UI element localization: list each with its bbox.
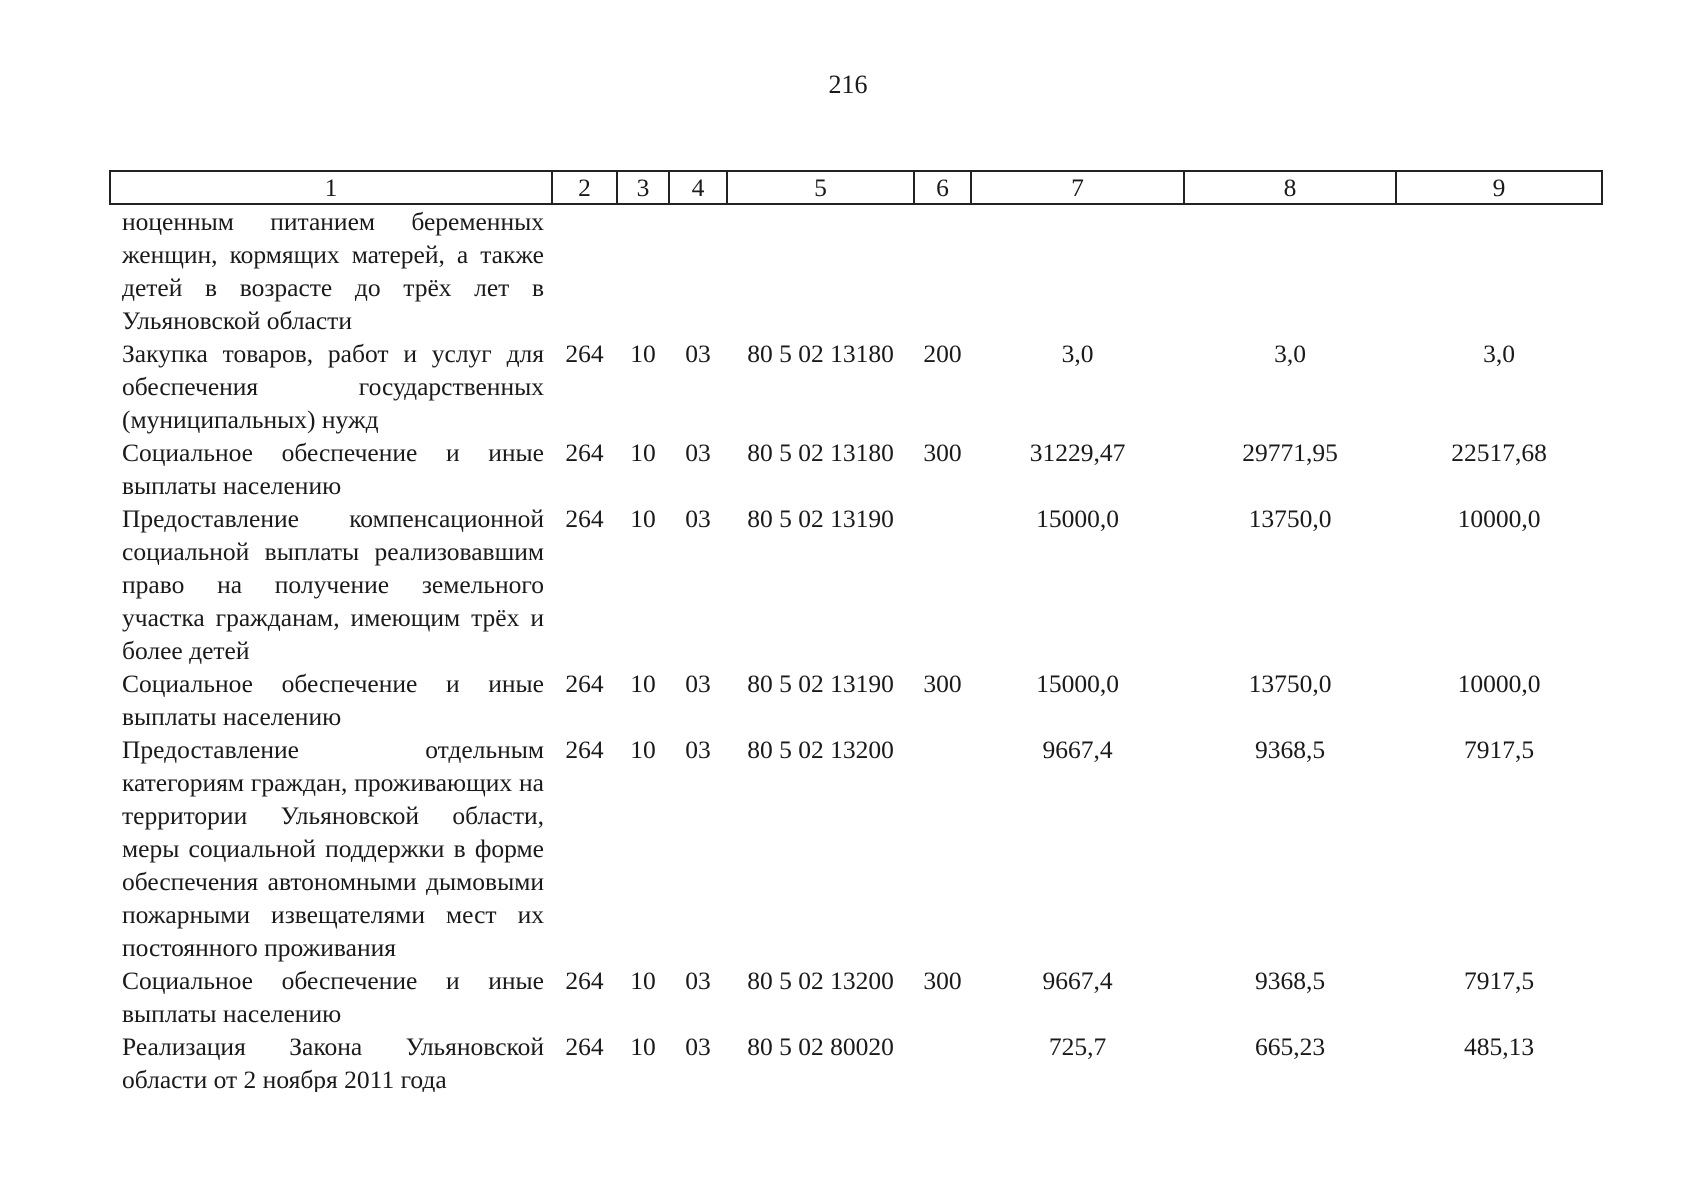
- row-code-2: 264: [565, 735, 604, 764]
- row-value-8: 665,23: [1254, 1032, 1326, 1061]
- row-code-6: [914, 733, 971, 964]
- row-code-4: 03: [685, 504, 711, 533]
- row-code-3: 10: [630, 438, 656, 467]
- row-code-4: 03: [685, 966, 711, 995]
- header-cell-4: 4: [669, 171, 727, 204]
- row-value-9: [1396, 204, 1602, 337]
- row-description: Предоставление компенсационной социальной выплаты реализовавшим право на получение земельного участка гражданам, имеющим трёх и более детей: [122, 504, 544, 665]
- row-code-4: 03: [685, 1032, 711, 1061]
- row-code-4: 03: [685, 438, 711, 467]
- table-row: [110, 337, 1602, 436]
- row-code-5: 80 5 02 13180: [747, 339, 894, 368]
- header-cell-9: 9: [1396, 171, 1602, 204]
- row-value-7: 15000,0: [1036, 669, 1119, 698]
- row-value-8: 9368,5: [1254, 735, 1326, 764]
- header-cell-1: 1: [110, 171, 552, 204]
- row-code-5: 80 5 02 13200: [747, 966, 894, 995]
- header-cell-8: 8: [1184, 171, 1396, 204]
- header-cell-6: 6: [914, 171, 971, 204]
- row-code-5: 80 5 02 80020: [747, 1032, 894, 1061]
- table-row: [110, 204, 1602, 337]
- row-value-8: 13750,0: [1248, 669, 1332, 698]
- table-row: [110, 436, 1602, 502]
- row-value-9: 10000,0: [1457, 504, 1541, 533]
- row-value-7: 3,0: [1061, 339, 1094, 368]
- row-code-6: 300: [923, 438, 962, 467]
- row-code-6: 300: [923, 669, 962, 698]
- table-header: [110, 171, 1602, 204]
- page-number: 216: [828, 70, 868, 99]
- table-row: [110, 733, 1602, 964]
- row-value-7: 9667,4: [1042, 735, 1113, 764]
- row-description: ноценным питанием беременных женщин, кормящих матерей, а также детей в возрасте до трёх лет в Ульяновской области: [122, 207, 544, 335]
- row-code-5: [727, 204, 914, 337]
- row-value-7: 9667,4: [1042, 966, 1113, 995]
- table-row: [110, 502, 1602, 667]
- row-code-6: [914, 204, 971, 337]
- row-code-6: 200: [923, 339, 962, 368]
- row-description: Социальное обеспечение и иные выплаты населению: [122, 669, 544, 731]
- row-value-7: 725,7: [1048, 1032, 1107, 1061]
- budget-table: [109, 170, 1603, 1092]
- row-code-2: 264: [565, 669, 604, 698]
- row-value-8: 9368,5: [1254, 966, 1326, 995]
- row-description: Закупка товаров, работ и услуг для обеспечения государственных (муниципальных) нужд: [122, 339, 544, 434]
- row-code-5: 80 5 02 13200: [747, 735, 894, 764]
- row-code-4: 03: [685, 669, 711, 698]
- row-code-6: [914, 1030, 971, 1092]
- row-code-2: [552, 204, 617, 337]
- row-code-3: 10: [630, 339, 656, 368]
- row-code-3: 10: [630, 1032, 656, 1061]
- table-row: [110, 964, 1602, 1030]
- row-code-2: 264: [565, 339, 604, 368]
- row-value-9: 22517,68: [1451, 438, 1547, 467]
- row-value-9: 485,13: [1463, 1032, 1535, 1061]
- row-code-5: 80 5 02 13180: [747, 438, 894, 467]
- row-code-2: 264: [565, 966, 604, 995]
- row-description: Социальное обеспечение и иные выплаты населению: [122, 966, 544, 1028]
- row-code-3: 10: [630, 735, 656, 764]
- row-description: Социальное обеспечение и иные выплаты населению: [122, 438, 544, 500]
- row-description: Предоставление отдельным категориям граждан, проживающих на территории Ульяновской области, меры социальной поддержки в форме обеспечения автономными дымовыми пожарными извещателями мест их постоянного проживания: [122, 735, 544, 962]
- row-value-8: 29771,95: [1242, 438, 1338, 467]
- row-value-8: 3,0: [1274, 339, 1306, 368]
- row-code-4: 03: [685, 339, 711, 368]
- row-value-8: [1184, 204, 1396, 337]
- row-code-2: 264: [565, 1032, 604, 1061]
- row-code-6: 300: [923, 966, 962, 995]
- table-body: [110, 204, 1602, 1092]
- row-value-9: 10000,0: [1457, 669, 1541, 698]
- row-code-5: 80 5 02 13190: [747, 669, 894, 698]
- row-value-9: 3,0: [1483, 339, 1515, 368]
- header-cell-7: 7: [971, 171, 1184, 204]
- row-code-4: [669, 204, 727, 337]
- row-code-6: [914, 502, 971, 667]
- row-description: [110, 1030, 552, 1092]
- row-value-8: 13750,0: [1248, 504, 1332, 533]
- row-code-5: 80 5 02 13190: [747, 504, 894, 533]
- row-value-7: 15000,0: [1036, 504, 1119, 533]
- header-row: [110, 171, 1602, 204]
- table-row: [110, 1030, 1602, 1092]
- row-code-2: 264: [565, 504, 604, 533]
- header-cell-2: 2: [552, 171, 617, 204]
- row-code-3: 10: [630, 669, 656, 698]
- row-code-4: 03: [685, 735, 711, 764]
- row-value-7: 31229,47: [1029, 438, 1126, 467]
- header-cell-5: 5: [727, 171, 914, 204]
- row-code-3: [617, 204, 669, 337]
- row-code-3: 10: [630, 504, 656, 533]
- row-code-3: 10: [630, 966, 656, 995]
- row-value-9: 7917,5: [1463, 735, 1535, 764]
- row-value-9: 7917,5: [1463, 966, 1535, 995]
- header-cell-3: 3: [617, 171, 669, 204]
- row-value-7: [971, 204, 1184, 337]
- row-description-text: Реализация Закона Ульяновской области от 2 ноября 2011 года: [122, 1032, 544, 1092]
- table-row: [110, 667, 1602, 733]
- row-code-2: 264: [565, 438, 604, 467]
